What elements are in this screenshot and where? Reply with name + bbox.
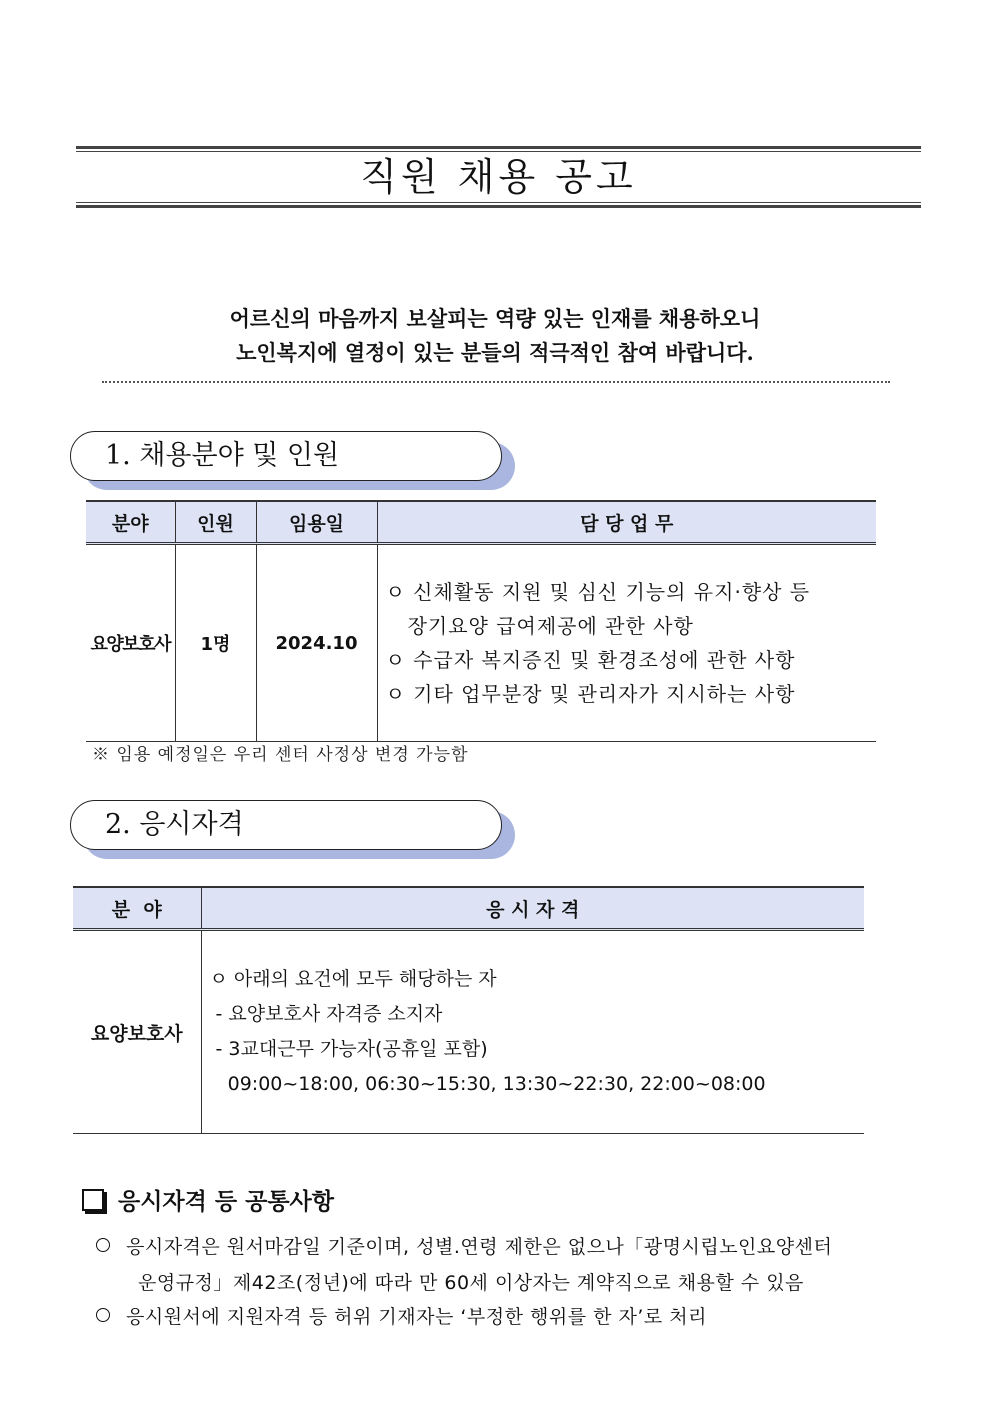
- recruitment-table: [86, 500, 876, 742]
- recruitment-table-header: [86, 501, 876, 544]
- cell-duties: [377, 544, 876, 742]
- intro-line-2: 노인복지에 열정이 있는 분들의 적극적인 참여 바랍니다.: [236, 340, 754, 365]
- header-field: 분야: [86, 501, 175, 544]
- table-row: [73, 930, 864, 1134]
- common-item-1-line-1: 응시자격은 원서마감일 기준이며, 성별.연령 제한은 없으나「광명시립노인요양센터: [126, 1236, 833, 1258]
- cell-field: 요양보호사: [73, 930, 201, 1134]
- duty-line: ㅇ 기타 업무분장 및 관리자가 지시하는 사항: [385, 682, 796, 706]
- header-date: 임용일: [256, 501, 377, 544]
- qualification-line: ㅇ 아래의 요건에 모두 해당하는 자: [209, 968, 497, 990]
- cell-date: 2024.10: [256, 544, 377, 742]
- common-item-1: [96, 1232, 926, 1259]
- intro-line-1: 어르신의 마음까지 보살피는 역량 있는 인재를 채용하오니: [229, 306, 761, 331]
- section1-header: 1. 채용분야 및 인원: [70, 431, 502, 481]
- common-item-1-line-2: 운영규정」제42조(정년)에 따라 만 60세 이상자는 계약직으로 채용할 수 있음: [138, 1272, 804, 1294]
- header-duties: 담 당 업 무: [377, 501, 876, 544]
- title-rule-bottom: [76, 202, 921, 208]
- date-note: ※ 임용 예정일은 우리 센터 사정상 변경 가능함: [92, 745, 469, 765]
- qualification-line: - 요양보호사 자격증 소지자: [209, 1003, 443, 1025]
- qualification-table-header: [73, 887, 864, 930]
- table-row: [86, 544, 876, 742]
- cell-qualification: [201, 930, 864, 1134]
- duty-line: ㅇ 신체활동 지원 및 심신 기능의 유지·향상 등: [385, 580, 811, 604]
- header-qualification: 응 시 자 격: [201, 887, 864, 930]
- common-title-text: 응시자격 등 공통사항: [118, 1189, 334, 1215]
- cell-count: 1명: [175, 544, 256, 742]
- checkbox-square-icon: [82, 1189, 104, 1211]
- duty-line: 장기요양 급여제공에 관한 사항: [385, 614, 694, 638]
- page-title: 직원 채용 공고: [360, 155, 637, 199]
- qualification-line: 09:00~18:00, 06:30~15:30, 13:30~22:30, 22:00~08:00: [209, 1073, 766, 1095]
- qualification-table: [73, 886, 864, 1134]
- header-field: 분 야: [73, 887, 201, 930]
- common-item-2: [96, 1302, 707, 1329]
- common-section-title: [82, 1183, 334, 1216]
- header-count: 인원: [175, 501, 256, 544]
- circle-bullet-icon: [96, 1308, 110, 1322]
- dotted-divider: [102, 381, 890, 383]
- common-item-2-text: 응시원서에 지원자격 등 허위 기재자는 ‘부정한 행위를 한 자’로 처리: [126, 1306, 707, 1328]
- cell-field: 요양보호사: [86, 544, 175, 742]
- duty-line: ㅇ 수급자 복지증진 및 환경조성에 관한 사항: [385, 648, 796, 672]
- section2-header: 2. 응시자격: [70, 800, 502, 850]
- circle-bullet-icon: [96, 1238, 110, 1252]
- qualification-line: - 3교대근무 가능자(공휴일 포함): [209, 1038, 488, 1060]
